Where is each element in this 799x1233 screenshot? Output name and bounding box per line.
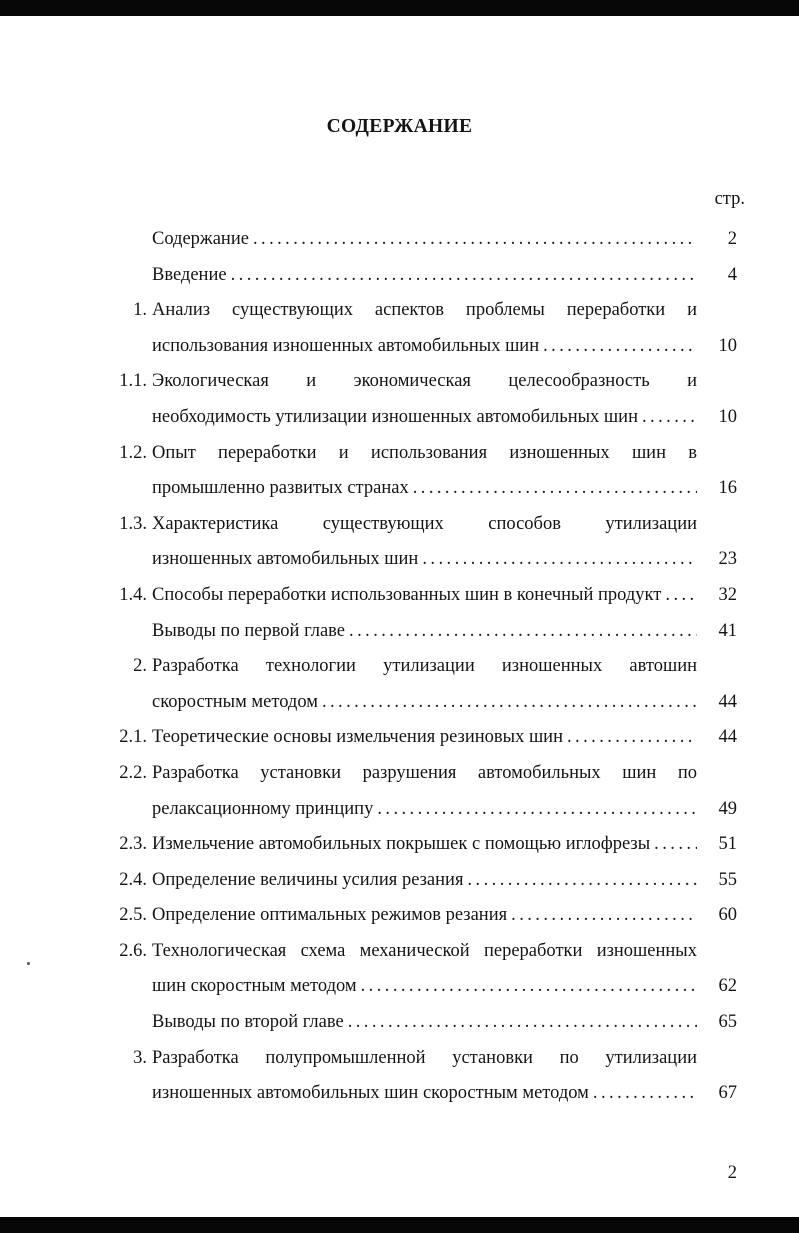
toc-entry-page: 55 [718, 869, 737, 890]
toc-entry[interactable] [0, 364, 799, 435]
toc-entry-text: Выводы по второй главе . . . [152, 1005, 697, 1041]
toc-entry[interactable] [0, 258, 799, 294]
toc-entry[interactable] [0, 614, 799, 650]
toc-entry-text: Разработка установки разрушения автомобильных шин по [152, 762, 697, 783]
toc-entry-text: Характеристика существующих способов утилизации [152, 513, 697, 534]
toc-entry-text: Теоретические основы измельчения резиновых шин . . . [152, 720, 697, 756]
toc-entry[interactable] [0, 863, 799, 899]
toc-entry-number: 2.2. [119, 762, 147, 783]
scan-border-bottom [0, 1217, 799, 1233]
toc-entry-number: 1.1. [119, 371, 147, 392]
toc-entry[interactable] [0, 1041, 799, 1112]
toc-entry-text: релаксационному принципу . . . [152, 792, 697, 828]
toc-entry[interactable] [0, 898, 799, 934]
toc-entry[interactable] [0, 293, 799, 364]
page-column-label: стр. [714, 189, 745, 209]
toc-entry-page: 44 [718, 727, 737, 748]
toc-entry-text: необходимость утилизации изношенных автомобильных шин . . . [152, 400, 697, 436]
toc-entry[interactable] [0, 827, 799, 863]
toc-entry-number: 2.5. [119, 905, 147, 926]
page-number: 2 [727, 1163, 737, 1183]
toc-entry[interactable] [0, 934, 799, 1005]
toc-entry-number: 1.2. [119, 442, 147, 463]
toc-entry-text: Измельчение автомобильных покрышек с помощью иглофрезы . . . [152, 827, 697, 863]
toc-entry[interactable] [0, 578, 799, 614]
toc-entry[interactable] [0, 222, 799, 258]
scan-border-top [0, 0, 799, 16]
toc-entry-page: 49 [718, 798, 737, 819]
toc-entry-text: скоростным методом . . . [152, 685, 697, 721]
page-title: СОДЕРЖАНИЕ [326, 116, 473, 137]
toc-entry-page: 10 [718, 406, 737, 427]
toc-entry-page: 4 [727, 264, 737, 285]
toc-entry-page: 10 [718, 335, 737, 356]
toc-entry-page: 23 [718, 549, 737, 570]
toc-entry[interactable] [0, 649, 799, 720]
toc-entry-text: Экологическая и экономическая целесообразность и [152, 371, 697, 392]
toc-entry-text: Определение оптимальных режимов резания . . . [152, 898, 697, 934]
toc-entry-text: Анализ существующих аспектов проблемы переработки и [152, 300, 697, 321]
scan-speck [27, 962, 30, 965]
toc-entry-text: использования изношенных автомобильных шин . . . [152, 329, 697, 365]
toc-entry-text: Разработка полупромышленной установки по утилизации [152, 1047, 697, 1068]
toc-entry-number: 2.6. [119, 940, 147, 961]
toc-entry-number: 1. [133, 300, 147, 321]
toc-entry-page: 41 [718, 620, 737, 641]
toc-entry-page: 32 [718, 584, 737, 605]
toc-entry-text: Определение величины усилия резания . . . [152, 863, 697, 899]
toc-entry-number: 2. [133, 656, 147, 677]
toc-entry-page: 60 [718, 905, 737, 926]
toc-entry-number: 3. [133, 1047, 147, 1068]
toc-entry-text: изношенных автомобильных шин . . . [152, 542, 697, 578]
toc-entry-number: 1.3. [119, 513, 147, 534]
toc-entry-page: 2 [727, 229, 737, 249]
toc-entry[interactable] [0, 720, 799, 756]
toc-entry-page: 51 [718, 834, 737, 855]
toc-entry-page: 44 [718, 691, 737, 712]
toc-entry[interactable] [0, 1005, 799, 1041]
toc-entry-text: шин скоростным методом . . . [152, 969, 697, 1005]
toc-entry[interactable] [0, 756, 799, 827]
toc-entry-text: Технологическая схема механической переработки изношенных [152, 940, 697, 961]
toc-entry-text: Содержание . . . [152, 222, 697, 258]
toc-entry-page: 62 [718, 976, 737, 997]
table-of-contents [0, 222, 799, 1112]
toc-entry-page: 65 [718, 1012, 737, 1033]
toc-entry-text: Способы переработки использованных шин в конечный продукт . . . [152, 578, 697, 614]
toc-entry-page: 16 [718, 478, 737, 499]
toc-entry-text: Разработка технологии утилизации изношенных автошин [152, 656, 697, 677]
toc-entry-number: 2.4. [119, 869, 147, 890]
toc-entry-number: 1.4. [119, 584, 147, 605]
toc-entry-number: 2.3. [119, 834, 147, 855]
toc-entry-text: промышленно развитых странах . . . [152, 471, 697, 507]
toc-entry-text: Введение . . . [152, 258, 697, 294]
toc-entry-text: Выводы по первой главе . . . [152, 614, 697, 650]
toc-entry-number: 2.1. [119, 727, 147, 748]
toc-entry-text: Опыт переработки и использования изношенных шин в [152, 442, 697, 463]
toc-entry-text: изношенных автомобильных шин скоростным методом . . . [152, 1076, 697, 1112]
toc-entry[interactable] [0, 436, 799, 507]
toc-entry[interactable] [0, 507, 799, 578]
toc-entry-page: 67 [718, 1083, 737, 1104]
